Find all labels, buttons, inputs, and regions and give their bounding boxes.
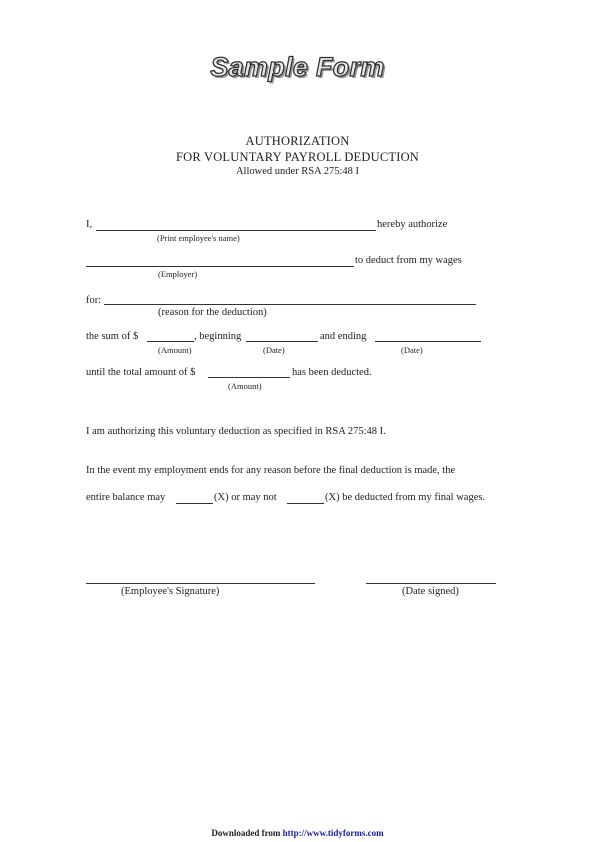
employee-name-field[interactable] xyxy=(96,230,376,231)
event-text-final-wages: (X) be deducted from my final wages. xyxy=(325,492,486,503)
may-deduct-mark-field[interactable] xyxy=(176,503,213,504)
event-text-may-not: (X) or may not xyxy=(214,492,277,503)
download-footer xyxy=(0,828,595,838)
deduct-from-wages-text: to deduct from my wages xyxy=(355,255,462,266)
event-text-line1: In the event my employment ends for any reason before the final deduction is made, the xyxy=(86,465,456,476)
employee-name-caption: (Print employee's name) xyxy=(157,233,240,243)
form-title: AUTHORIZATION xyxy=(245,134,350,148)
total-amount-prefix: until the total amount of $ xyxy=(86,367,196,378)
sample-form-watermark: Sample Form xyxy=(210,52,385,82)
beginning-text: , beginning xyxy=(194,331,242,342)
sum-amount-caption: (Amount) xyxy=(158,345,192,355)
may-not-deduct-mark-field[interactable] xyxy=(287,503,324,504)
hereby-authorize-text: hereby authorize xyxy=(377,219,448,230)
begin-date-field[interactable] xyxy=(246,341,318,342)
reason-field[interactable] xyxy=(104,304,476,305)
sum-amount-field[interactable] xyxy=(147,341,194,342)
footer-prefix: Downloaded from xyxy=(211,828,281,838)
has-been-deducted-text: has been deducted. xyxy=(292,367,372,378)
ending-text: and ending xyxy=(320,331,367,342)
event-text-may: entire balance may xyxy=(86,492,166,503)
total-amount-caption: (Amount) xyxy=(228,381,262,391)
statute-reference: Allowed under RSA 275:48 I xyxy=(235,166,360,177)
i-prefix: I, xyxy=(86,219,93,230)
total-amount-field[interactable] xyxy=(208,377,290,378)
employer-caption: (Employer) xyxy=(158,269,198,279)
footer-link[interactable]: http://www.tidyforms.com xyxy=(282,828,384,838)
date-signed-caption: (Date signed) xyxy=(402,586,459,597)
employee-signature-caption: (Employee's Signature) xyxy=(121,586,220,597)
date-signed-field[interactable] xyxy=(366,583,496,584)
sum-prefix: the sum of $ xyxy=(86,331,139,342)
begin-date-caption: (Date) xyxy=(263,345,285,355)
end-date-field[interactable] xyxy=(375,341,481,342)
employer-field[interactable] xyxy=(86,266,354,267)
for-prefix: for: xyxy=(86,295,102,306)
employee-signature-field[interactable] xyxy=(86,583,315,584)
form-subtitle: FOR VOLUNTARY PAYROLL DEDUCTION xyxy=(175,150,420,164)
end-date-caption: (Date) xyxy=(401,345,423,355)
authorization-statement: I am authorizing this voluntary deduction as specified in RSA 275:48 I. xyxy=(86,426,386,437)
reason-caption: (reason for the deduction) xyxy=(158,307,267,318)
